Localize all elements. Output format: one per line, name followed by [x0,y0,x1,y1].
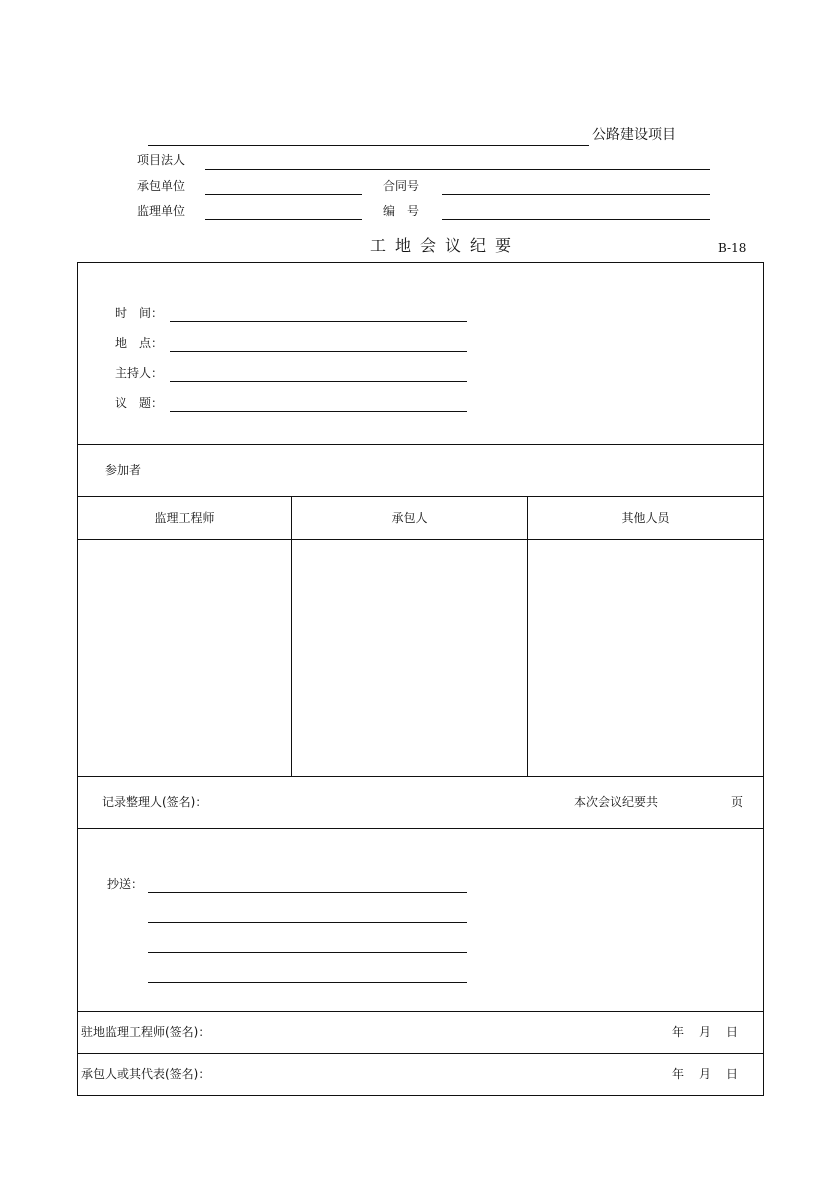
form-title: 工地会议纪要 [370,236,521,255]
topic-label: 议 题： [115,396,164,410]
host-field[interactable] [170,381,467,382]
cc-label: 抄送： [107,877,144,891]
divider [77,1053,763,1054]
supervisor-field[interactable] [205,219,362,220]
date-month: 月 [699,1067,712,1081]
divider [77,828,763,829]
contract-no-label: 合同号 [383,179,420,193]
column-header-others: 其他人员 [621,511,670,525]
supervisor-label: 监理单位 [137,204,186,218]
project-suffix: 公路建设项目 [592,127,676,143]
number-label: 编 号 [383,204,420,218]
time-label: 时 间： [115,306,164,320]
date-day: 日 [726,1025,739,1039]
number-field[interactable] [442,219,710,220]
divider [77,1011,763,1012]
contractor-label: 承包单位 [137,179,186,193]
pages-unit: 页 [731,795,744,809]
divider [77,496,763,497]
place-label: 地 点： [115,336,164,350]
divider [77,444,763,445]
column-header-supervising-engineer: 监理工程师 [154,511,215,525]
column-header-contractor: 承包人 [391,511,428,525]
contractor-field[interactable] [205,194,362,195]
place-field[interactable] [170,351,467,352]
cc-field[interactable] [148,922,467,923]
owner-label: 项目法人 [137,153,186,167]
topic-field[interactable] [170,411,467,412]
date-year: 年 [672,1025,685,1039]
date-day: 日 [726,1067,739,1081]
time-field[interactable] [170,321,467,322]
participants-label: 参加者 [105,463,142,477]
cc-field[interactable] [148,892,467,893]
host-label: 主持人： [115,366,164,380]
contractor-rep-label: 承包人或其代表(签名)： [81,1067,211,1081]
recorder-label: 记录整理人(签名)： [102,795,208,809]
contract-no-field[interactable] [442,194,710,195]
divider [77,776,763,777]
project-name-field[interactable] [148,145,589,146]
cc-field[interactable] [148,952,467,953]
date-year: 年 [672,1067,685,1081]
pages-label: 本次会议纪要共 [574,795,659,809]
supervising-engineer-cell[interactable] [78,540,290,775]
owner-field[interactable] [205,169,710,170]
form-code: B-18 [718,241,747,255]
contractor-cell[interactable] [292,540,526,775]
resident-engineer-label: 驻地监理工程师(签名)： [81,1025,211,1039]
others-cell[interactable] [528,540,762,775]
cc-field[interactable] [148,982,467,983]
date-month: 月 [699,1025,712,1039]
